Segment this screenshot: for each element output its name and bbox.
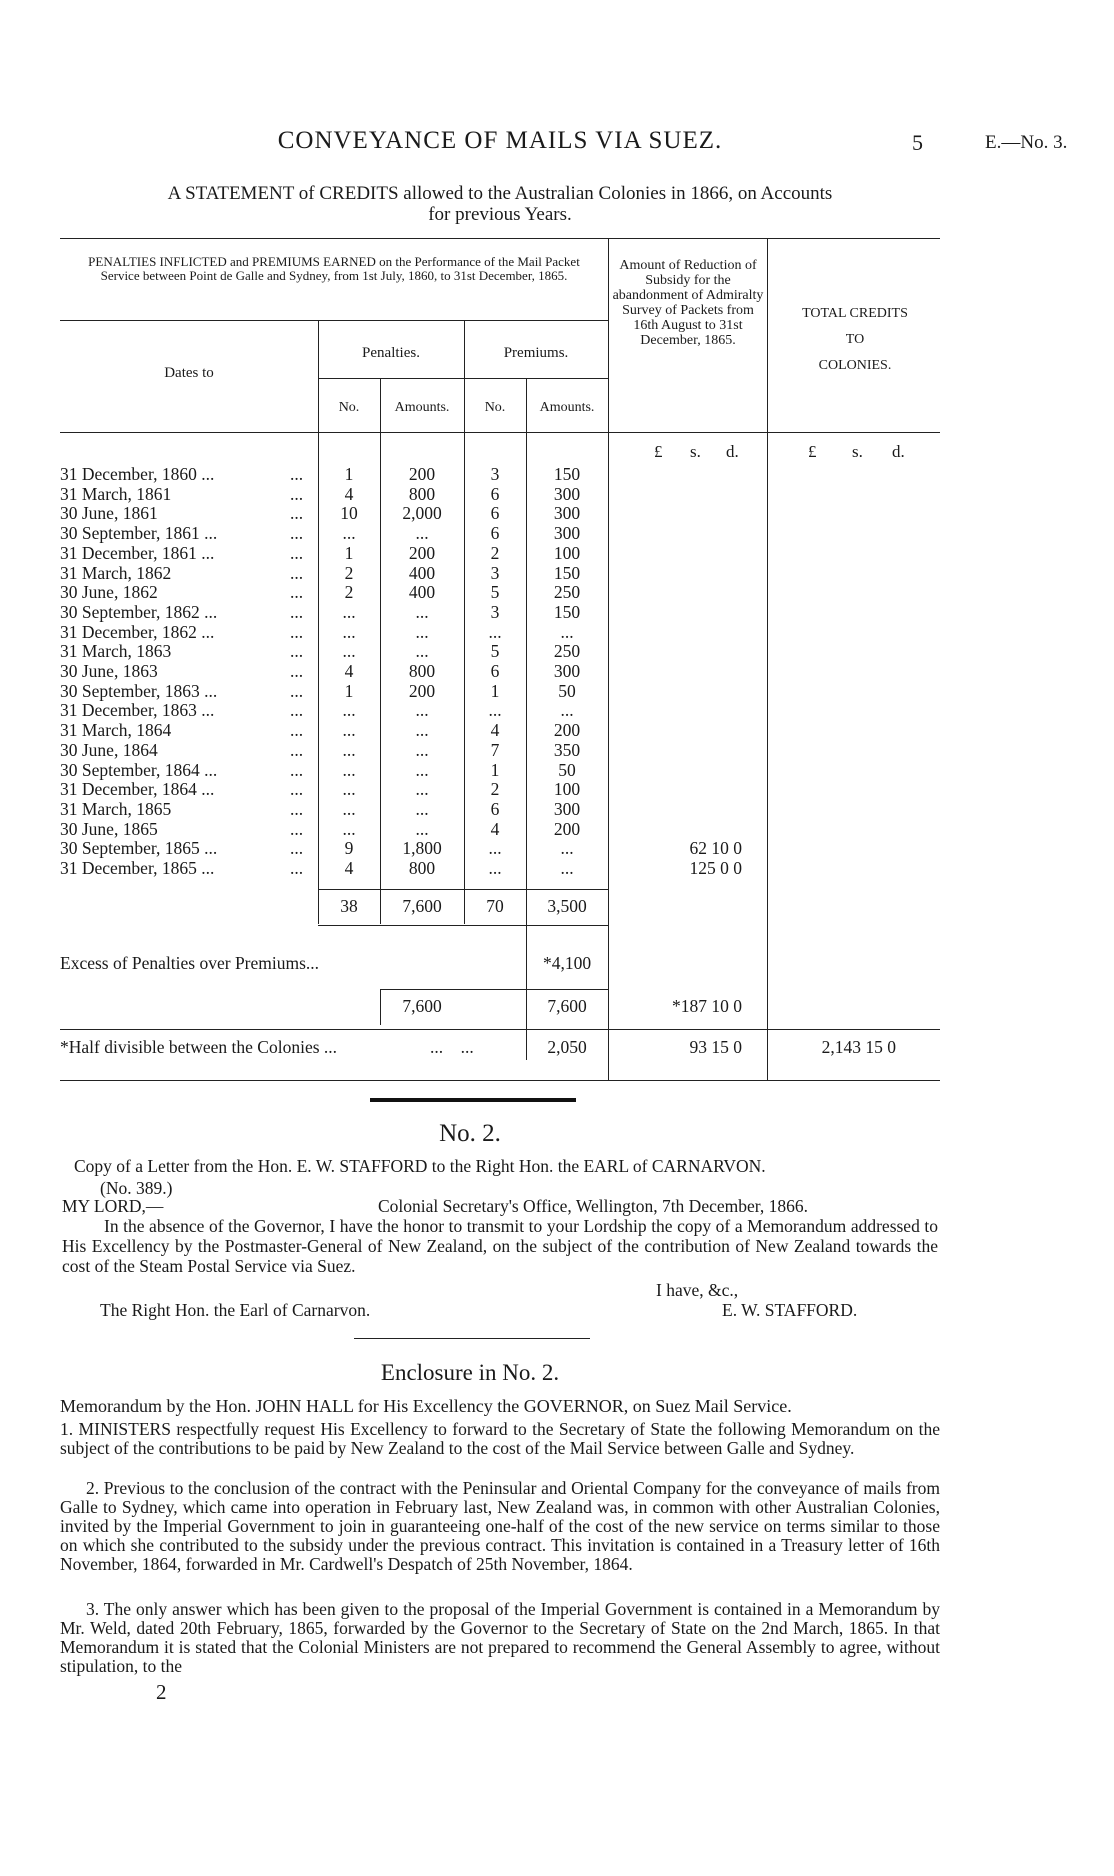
row-premium-no: 6 [490, 661, 500, 681]
row-leader: ... [290, 779, 304, 799]
group-header: PENALTIES INFLICTED and PREMIUMS EARNED on the Performance of the Mail Packet Service between Point de Galle and Sydney, from 1st July, 1860, to 31st December, 1865. [88, 254, 580, 283]
letter-recipient: The Right Hon. the Earl of Carnarvon. [100, 1300, 371, 1320]
row-premium-amount: 250 [553, 641, 581, 661]
row-premium-no: ... [488, 622, 502, 642]
group-header-rule [60, 320, 608, 321]
row-penalty-amount: 200 [408, 543, 436, 563]
row-premium-amount: 50 [558, 681, 576, 701]
pen-amount-header: Amounts. [394, 400, 450, 415]
sum-reduction: *187 10 0 [672, 996, 742, 1016]
letter-closing: I have, &c., [656, 1280, 739, 1300]
row-date: 30 September, 1861 ... [60, 523, 218, 543]
reduction-col-rule [608, 238, 609, 1080]
statement-line-2: for previous Years. [428, 204, 572, 225]
row-penalty-no: 2 [344, 563, 354, 583]
row-date: 30 September, 1863 ... [60, 681, 218, 701]
section-divider [370, 1098, 576, 1102]
letter-signature: E. W. STAFFORD. [722, 1300, 858, 1320]
row-date: 30 June, 1863 [60, 661, 158, 681]
row-penalty-amount: ... [415, 740, 429, 760]
row-penalty-amount: 1,800 [402, 838, 442, 858]
row-leader: ... [290, 503, 304, 523]
row-penalty-no: 9 [344, 838, 354, 858]
row-penalty-no: 1 [344, 543, 354, 563]
row-leader: ... [290, 622, 304, 642]
row-leader: ... [290, 563, 304, 583]
row-premium-no: 6 [490, 503, 500, 523]
total-header-1: TOTAL CREDITS [802, 306, 908, 321]
page-number: 5 [912, 130, 923, 155]
letter-copy-line: Copy of a Letter from the Hon. E. W. STAFFORD to the Right Hon. the EARL of CARNARVON. [74, 1156, 766, 1176]
half-label: *Half divisible between the Colonies ... [60, 1037, 338, 1057]
row-premium-amount: ... [560, 838, 574, 858]
row-premium-amount: 300 [553, 523, 581, 543]
subheader-rule [318, 378, 608, 379]
row-penalty-amount: ... [415, 799, 429, 819]
row-premium-amount: 150 [553, 602, 581, 622]
row-premium-amount: 100 [553, 543, 581, 563]
reduction-shillings: s. [690, 442, 701, 461]
enclosure-paragraph-2: 2. Previous to the conclusion of the contract with the Peninsular and Oriental Company for the conveyance of mails from Galle to Sydney, which came into operation in February last, New Zealand was, in common with other Australian Colonies, invited by the Imperial Government to join in guaranteeing one-half of the cost of the new service on terms similar to those on which she contributed to the subsidy under the previous contract. This invitation is contained in a Treasury letter of 16th November, 1864, forwarded in Mr. Cardwell's Despatch of 25th November, 1864. [60, 1478, 940, 1574]
row-premium-no: 6 [490, 484, 500, 504]
row-penalty-no: ... [342, 779, 356, 799]
row-penalty-no: ... [342, 622, 356, 642]
row-premium-no: 7 [490, 740, 500, 760]
row-leader: ... [290, 858, 304, 878]
excess-label: Excess of Penalties over Premiums... [60, 953, 320, 973]
row-premium-no: 3 [490, 602, 500, 622]
row-premium-amount: ... [560, 858, 574, 878]
row-premium-amount: 50 [558, 760, 576, 780]
total-shillings: s. [852, 442, 863, 461]
footer-signature-mark: 2 [156, 1680, 167, 1704]
letter-body: In the absence of the Governor, I have the honor to transmit to your Lordship the copy of a Memorandum addressed to His Excellency by the Postmaster-General of New Zealand, on the subject of the contribution of New Zealand towards the cost of the Steam Postal Service via Suez. [62, 1216, 938, 1276]
statement-title [60, 183, 940, 225]
total-pounds: £ [808, 442, 817, 461]
half-reduction: 93 15 0 [689, 1037, 742, 1057]
row-premium-amount: 150 [553, 464, 581, 484]
row-penalty-no: ... [342, 700, 356, 720]
row-penalty-amount: 2,000 [402, 503, 442, 523]
totals-top-rule [318, 889, 608, 890]
row-leader: ... [290, 543, 304, 563]
total-prem-no: 70 [486, 896, 504, 916]
row-leader: ... [290, 740, 304, 760]
row-penalty-no: ... [342, 523, 356, 543]
row-premium-amount: 350 [553, 740, 581, 760]
row-leader: ... [290, 464, 304, 484]
enclosure-divider [354, 1338, 590, 1339]
row-premium-amount: 250 [553, 582, 581, 602]
row-reduction: 125 0 0 [689, 858, 742, 878]
half-leader: ... ... [430, 1037, 474, 1057]
row-date: 31 December, 1865 ... [60, 858, 215, 878]
row-premium-amount: 150 [553, 563, 581, 583]
row-penalty-amount: ... [415, 622, 429, 642]
row-penalty-no: ... [342, 602, 356, 622]
row-premium-amount: 100 [553, 779, 581, 799]
row-premium-no: 2 [490, 543, 500, 563]
row-penalty-amount: ... [415, 819, 429, 839]
row-penalty-no: ... [342, 799, 356, 819]
row-premium-amount: 200 [553, 720, 581, 740]
sum-top-rule [380, 989, 608, 990]
row-premium-no: 6 [490, 799, 500, 819]
row-leader: ... [290, 681, 304, 701]
row-premium-no: 3 [490, 464, 500, 484]
row-date: 31 March, 1863 [60, 641, 172, 661]
row-leader: ... [290, 819, 304, 839]
enclosure-paragraph-1: 1. MINISTERS respectfully request His Excellency to forward to the Secretary of State the following Memorandum on the subject of the contributions to be paid by New Zealand to the cost of the Mail Service between Galle and Sydney. [60, 1419, 940, 1458]
pen-no-header: No. [338, 400, 360, 415]
reduction-header: Amount of Reduction of Subsidy for the abandonment of Admiralty Survey of Packets from 16th August to 31st December, 1865. [612, 258, 764, 348]
row-premium-no: 2 [490, 779, 500, 799]
prem-no-header: No. [484, 400, 506, 415]
row-premium-amount: 300 [553, 799, 581, 819]
row-date: 31 March, 1862 [60, 563, 172, 583]
row-date: 30 September, 1864 ... [60, 760, 218, 780]
premiums-header: Premiums. [503, 345, 569, 361]
row-penalty-amount: ... [415, 602, 429, 622]
row-penalty-amount: 200 [408, 464, 436, 484]
statement-line-1: A STATEMENT of CREDITS allowed to the Australian Colonies in 1866, on Accounts [167, 183, 833, 204]
row-premium-no: ... [488, 700, 502, 720]
row-penalty-no: ... [342, 740, 356, 760]
half-top-rule [60, 1029, 940, 1030]
table-top-rule [60, 238, 940, 239]
row-leader: ... [290, 720, 304, 740]
row-reduction: 62 10 0 [689, 838, 742, 858]
enclosure-heading: Enclosure in No. 2. [380, 1360, 560, 1385]
row-date: 31 March, 1861 [60, 484, 172, 504]
row-penalty-amount: ... [415, 700, 429, 720]
row-penalty-no: ... [342, 819, 356, 839]
row-penalty-amount: ... [415, 523, 429, 543]
row-leader: ... [290, 523, 304, 543]
row-leader: ... [290, 484, 304, 504]
row-leader: ... [290, 760, 304, 780]
row-premium-no: 6 [490, 523, 500, 543]
total-header-2: TO [845, 332, 865, 347]
row-premium-amount: 200 [553, 819, 581, 839]
row-penalty-no: ... [342, 760, 356, 780]
row-penalty-no: 4 [344, 858, 354, 878]
row-leader: ... [290, 602, 304, 622]
row-date: 31 December, 1863 ... [60, 700, 215, 720]
row-date: 30 June, 1864 [60, 740, 158, 760]
table-bottom-rule [60, 1080, 940, 1081]
row-date: 30 September, 1865 ... [60, 838, 218, 858]
total-col-rule [767, 238, 768, 1080]
row-leader: ... [290, 661, 304, 681]
row-premium-no: 3 [490, 563, 500, 583]
document-reference: E.—No. 3. [985, 132, 1068, 153]
row-premium-amount: ... [560, 700, 574, 720]
row-date: 30 September, 1862 ... [60, 602, 218, 622]
row-premium-amount: ... [560, 622, 574, 642]
row-penalty-no: 2 [344, 582, 354, 602]
row-penalty-amount: 800 [408, 858, 436, 878]
row-leader: ... [290, 838, 304, 858]
row-premium-amount: 300 [553, 484, 581, 504]
enclosure-subtitle: Memorandum by the Hon. JOHN HALL for His Excellency the GOVERNOR, on Suez Mail Service. [60, 1396, 792, 1416]
page-title: CONVEYANCE OF MAILS VIA SUEZ. [277, 127, 723, 154]
row-penalty-amount: 800 [408, 484, 436, 504]
row-date: 31 December, 1864 ... [60, 779, 215, 799]
row-penalty-amount: ... [415, 760, 429, 780]
total-prem-amount: 3,500 [547, 896, 587, 916]
row-penalty-amount: 400 [408, 582, 436, 602]
row-date: 31 March, 1864 [60, 720, 172, 740]
row-leader: ... [290, 582, 304, 602]
row-premium-no: ... [488, 838, 502, 858]
row-penalty-amount: 400 [408, 563, 436, 583]
row-penalty-no: 4 [344, 484, 354, 504]
row-date: 30 June, 1862 [60, 582, 158, 602]
row-date: 31 December, 1862 ... [60, 622, 215, 642]
excess-value: *4,100 [542, 953, 592, 973]
row-premium-no: 4 [490, 720, 500, 740]
penalties-header: Penalties. [362, 345, 420, 361]
row-date: 30 June, 1865 [60, 819, 158, 839]
row-premium-amount: 300 [553, 661, 581, 681]
row-premium-no: 1 [490, 760, 500, 780]
letter-address: Colonial Secretary's Office, Wellington, 7th December, 1866. [378, 1196, 809, 1216]
reduction-pence: d. [726, 442, 739, 461]
row-premium-no: 1 [490, 681, 500, 701]
total-header-3: COLONIES. [818, 358, 892, 373]
row-penalty-no: 1 [344, 464, 354, 484]
letter-salutation: MY LORD,— [62, 1196, 164, 1216]
prem-amount-header: Amounts. [539, 400, 595, 415]
row-penalty-amount: ... [415, 779, 429, 799]
sum-penalties: 7,600 [402, 996, 442, 1016]
letter-heading: No. 2. [439, 1120, 501, 1147]
row-premium-no: 4 [490, 819, 500, 839]
row-penalty-no: 1 [344, 681, 354, 701]
enclosure-paragraph-3: 3. The only answer which has been given to the proposal of the Imperial Government is contained in a Memorandum by Mr. Weld, dated 20th February, 1865, forwarded by the Governor to the Secretary of State on the 2nd March, 1865. In that Memorandum it is stated that the Colonial Ministers are not prepared to recommend the General Assembly to agree, without stipulation, to the [60, 1599, 940, 1676]
totals-bottom-rule [318, 925, 608, 926]
row-date: 30 June, 1861 [60, 503, 158, 523]
half-value: 2,050 [547, 1037, 587, 1057]
row-leader: ... [290, 700, 304, 720]
row-leader: ... [290, 799, 304, 819]
row-penalty-no: ... [342, 641, 356, 661]
row-penalty-amount: ... [415, 641, 429, 661]
row-date: 31 December, 1860 ... [60, 464, 215, 484]
total-pence: d. [892, 442, 905, 461]
total-pen-no: 38 [340, 896, 358, 916]
row-penalty-no: 4 [344, 661, 354, 681]
half-total-credit: 2,143 15 0 [821, 1037, 896, 1057]
row-premium-no: ... [488, 858, 502, 878]
letter-ref: (No. 389.) [100, 1178, 173, 1198]
header-bottom-rule [60, 432, 940, 433]
row-date: 31 December, 1861 ... [60, 543, 215, 563]
dates-header: Dates to [164, 365, 214, 381]
row-penalty-amount: 800 [408, 661, 436, 681]
row-penalty-amount: 200 [408, 681, 436, 701]
sum-premiums: 7,600 [547, 996, 587, 1016]
row-leader: ... [290, 641, 304, 661]
row-penalty-amount: ... [415, 720, 429, 740]
row-penalty-no: ... [342, 720, 356, 740]
row-premium-amount: 300 [553, 503, 581, 523]
row-date: 31 March, 1865 [60, 799, 172, 819]
row-premium-no: 5 [490, 641, 500, 661]
row-premium-no: 5 [490, 582, 500, 602]
total-pen-amount: 7,600 [402, 896, 442, 916]
reduction-pounds: £ [654, 442, 663, 461]
row-penalty-no: 10 [340, 503, 358, 523]
